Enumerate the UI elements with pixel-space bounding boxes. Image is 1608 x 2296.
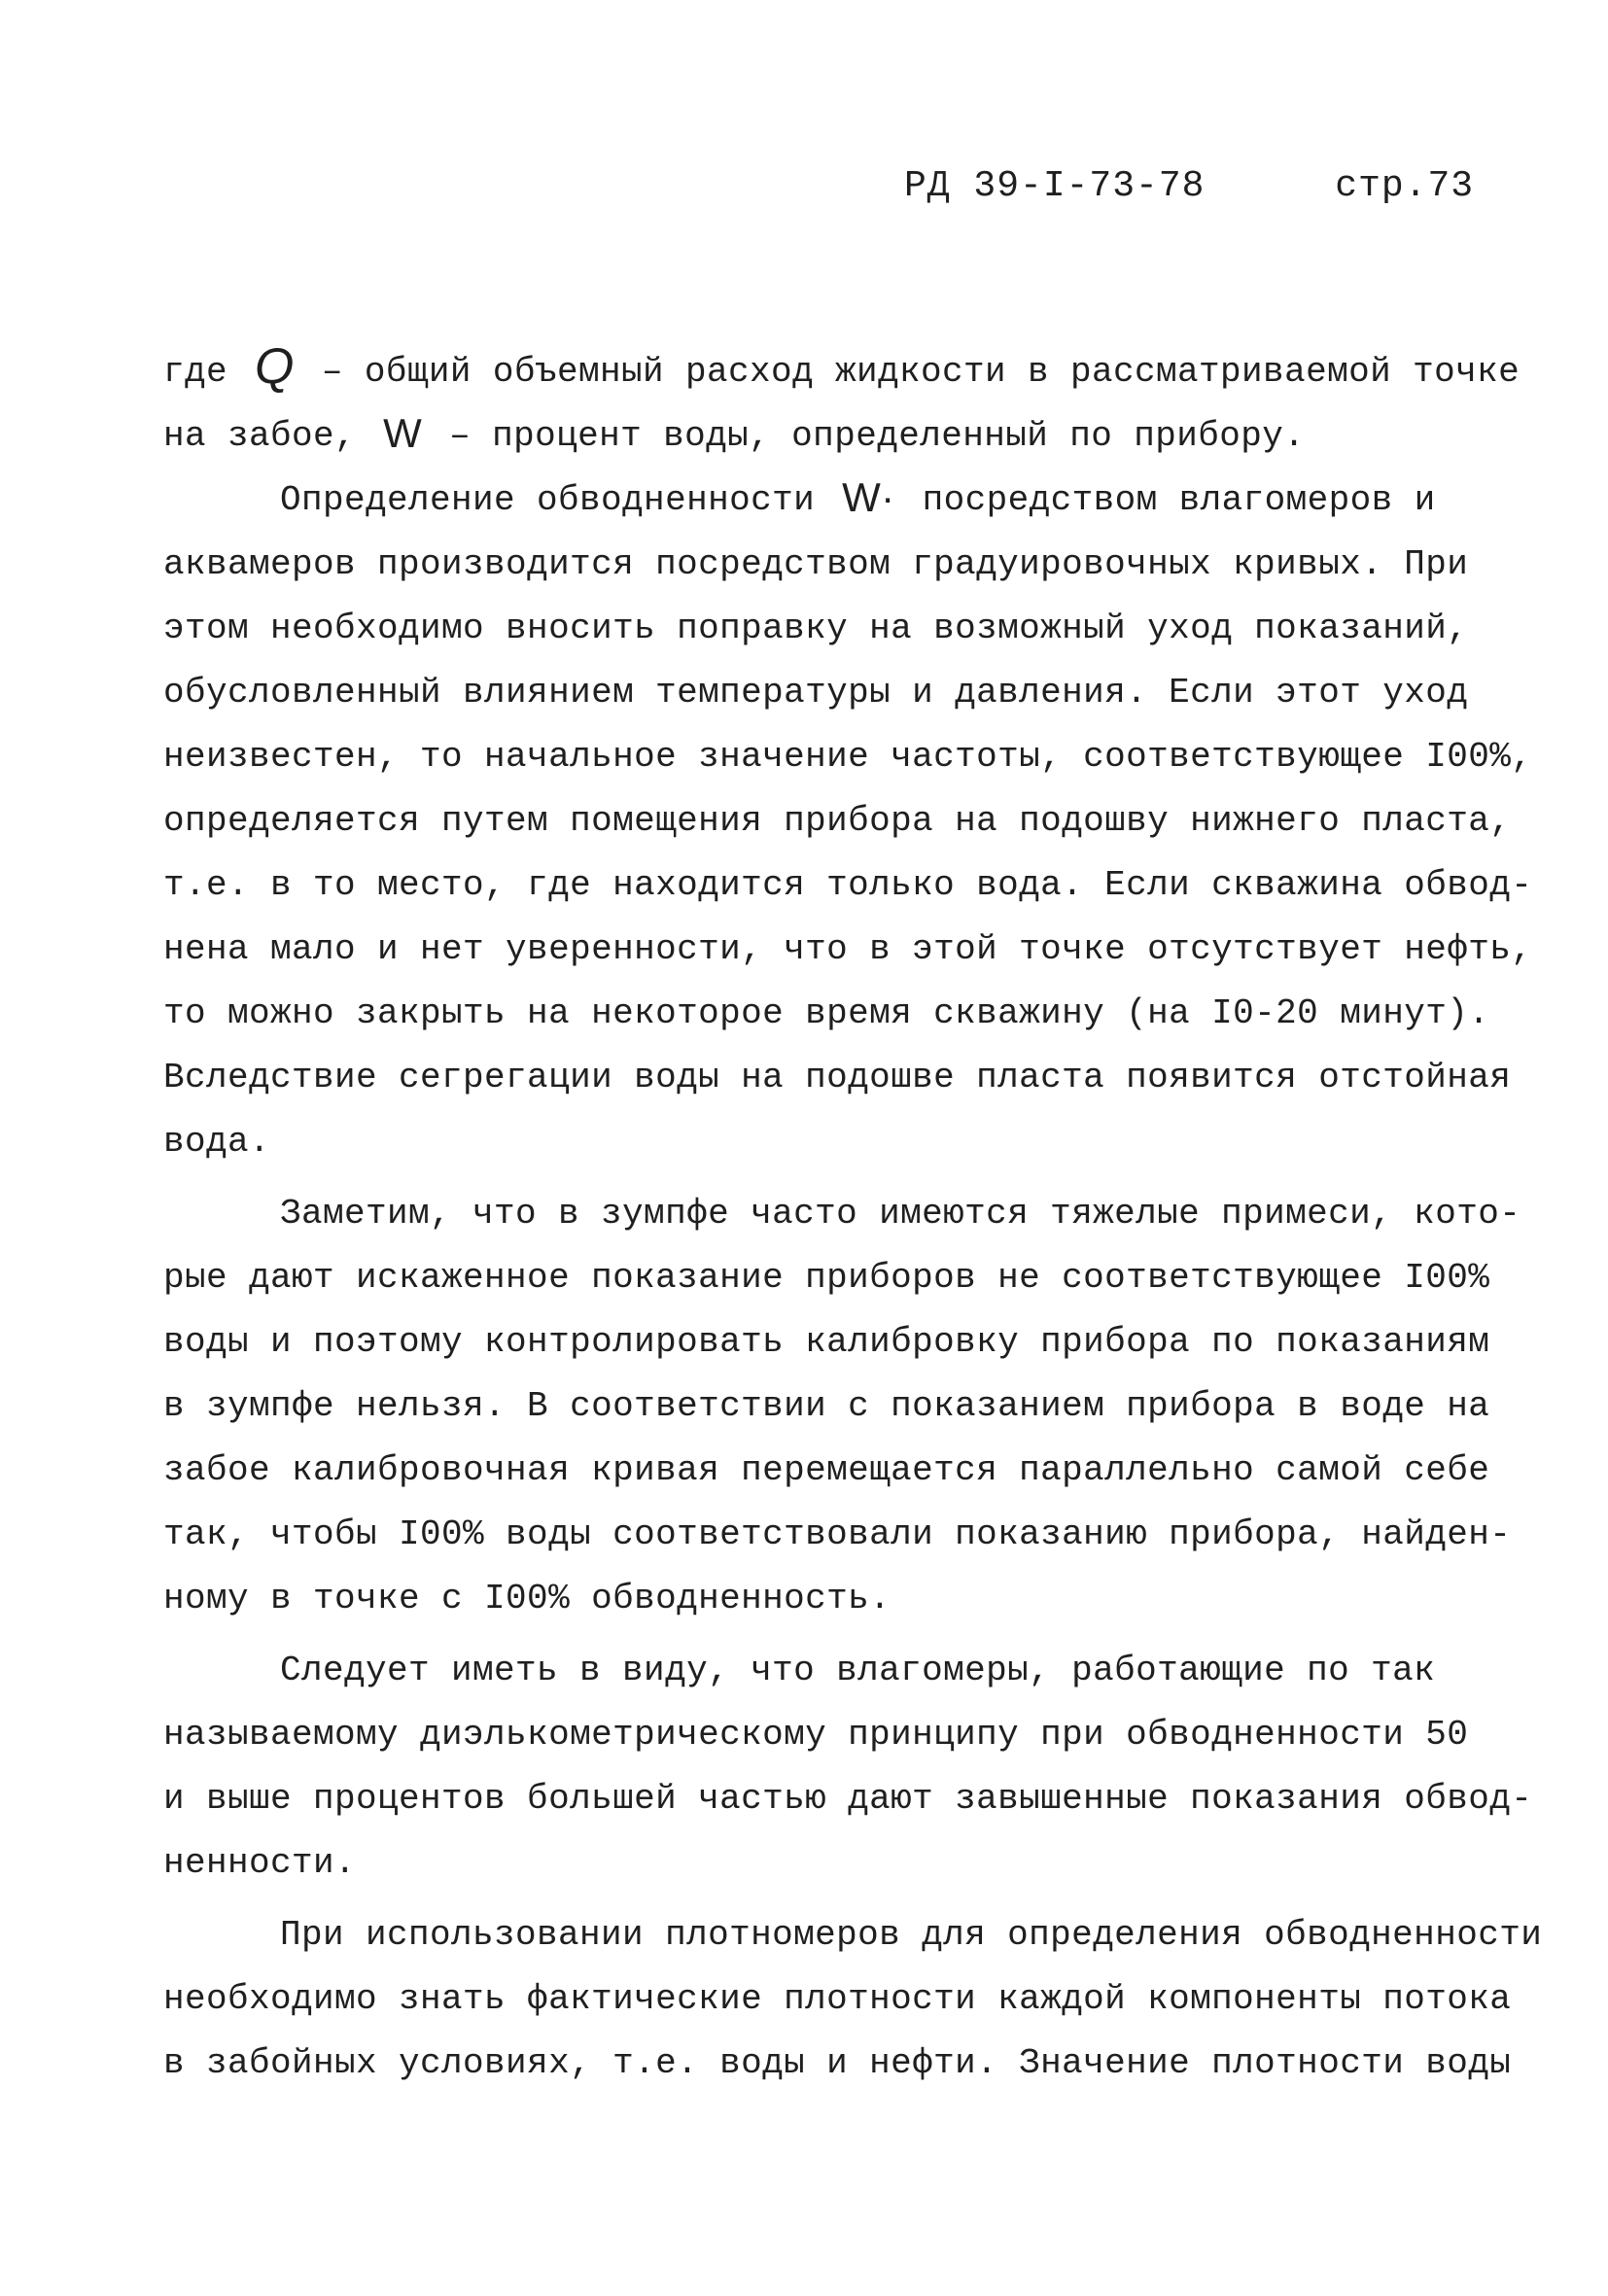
text-line: ному в точке с I00% обводненность. bbox=[163, 1579, 891, 1618]
text-line: ненности. bbox=[163, 1843, 357, 1883]
text-line: Следует иметь в виду, что влагомеры, работающие по так bbox=[280, 1651, 1436, 1690]
symbol-w: W bbox=[383, 410, 423, 456]
text-line: определяется путем помещения прибора на подошву нижнего пласта, bbox=[163, 801, 1512, 841]
text-line: вода. bbox=[163, 1122, 271, 1162]
text-line: аквамеров производится посредством градуировочных кривых. При bbox=[163, 544, 1469, 584]
text-line: то можно закрыть на некоторое время скважину (на I0-20 минут). bbox=[163, 993, 1490, 1033]
text-fragment: – процент воды, определенный по прибору. bbox=[449, 416, 1306, 456]
text-line: этом необходимо вносить поправку на возможный уход показаний, bbox=[163, 609, 1469, 648]
document-code: РД 39-I-73-78 bbox=[904, 165, 1206, 207]
page-number: стр.73 bbox=[1335, 165, 1475, 207]
text-line: обусловленный влиянием температуры и давления. Если этот уход bbox=[163, 673, 1469, 713]
symbol-q: Q bbox=[255, 338, 295, 395]
text-fragment: Определение обводненности bbox=[280, 480, 816, 520]
text-fragment: – общий объемный расход жидкости в рассматриваемой точке bbox=[321, 352, 1521, 392]
text-line: забое калибровочная кривая перемещается параллельно самой себе bbox=[163, 1450, 1490, 1490]
text-line: в забойных условиях, т.е. воды и нефти. Значение плотности воды bbox=[163, 2043, 1512, 2083]
text-line bbox=[163, 404, 1456, 469]
text-line bbox=[163, 338, 1521, 404]
text-line: в зумпфе нельзя. В соответствии с показанием прибора в воде на bbox=[163, 1386, 1490, 1426]
text-fragment: посредством влагомеров и bbox=[922, 480, 1436, 520]
text-line: называемому диэлькометрическому принципу при обводненности 50 bbox=[163, 1715, 1469, 1755]
text-line: неизвестен, то начальное значение частоты, соответствующее I00%, bbox=[163, 737, 1533, 777]
text-line: рые дают искаженное показание приборов не соответствующее I00% bbox=[163, 1258, 1490, 1298]
text-line: и выше процентов большей частью дают завышенные показания обвод- bbox=[163, 1779, 1533, 1819]
document-body bbox=[163, 338, 1543, 2096]
page-header bbox=[904, 165, 1474, 207]
text-line: воды и поэтому контролировать калибровку прибора по показаниям bbox=[163, 1322, 1490, 1362]
text-line: т.е. в то место, где находится только вода. Если скважина обвод- bbox=[163, 865, 1533, 905]
text-line bbox=[163, 469, 1456, 533]
text-line: так, чтобы I00% воды соответствовали показанию прибора, найден- bbox=[163, 1514, 1512, 1554]
text-fragment: на забое, bbox=[163, 416, 357, 456]
text-line: Заметим, что в зумпфе часто имеются тяжелые примеси, кото- bbox=[280, 1194, 1521, 1234]
text-line: необходимо знать фактические плотности каждой компоненты потока bbox=[163, 1979, 1512, 2019]
symbol-w: W· bbox=[842, 474, 895, 520]
text-fragment: где bbox=[163, 352, 228, 392]
text-line: При использовании плотномеров для определения обводненности bbox=[280, 1915, 1543, 1955]
text-line: Вследствие сегрегации воды на подошве пласта появится отстойная bbox=[163, 1058, 1512, 1097]
text-line: нена мало и нет уверенности, что в этой точке отсутствует нефть, bbox=[163, 929, 1533, 969]
